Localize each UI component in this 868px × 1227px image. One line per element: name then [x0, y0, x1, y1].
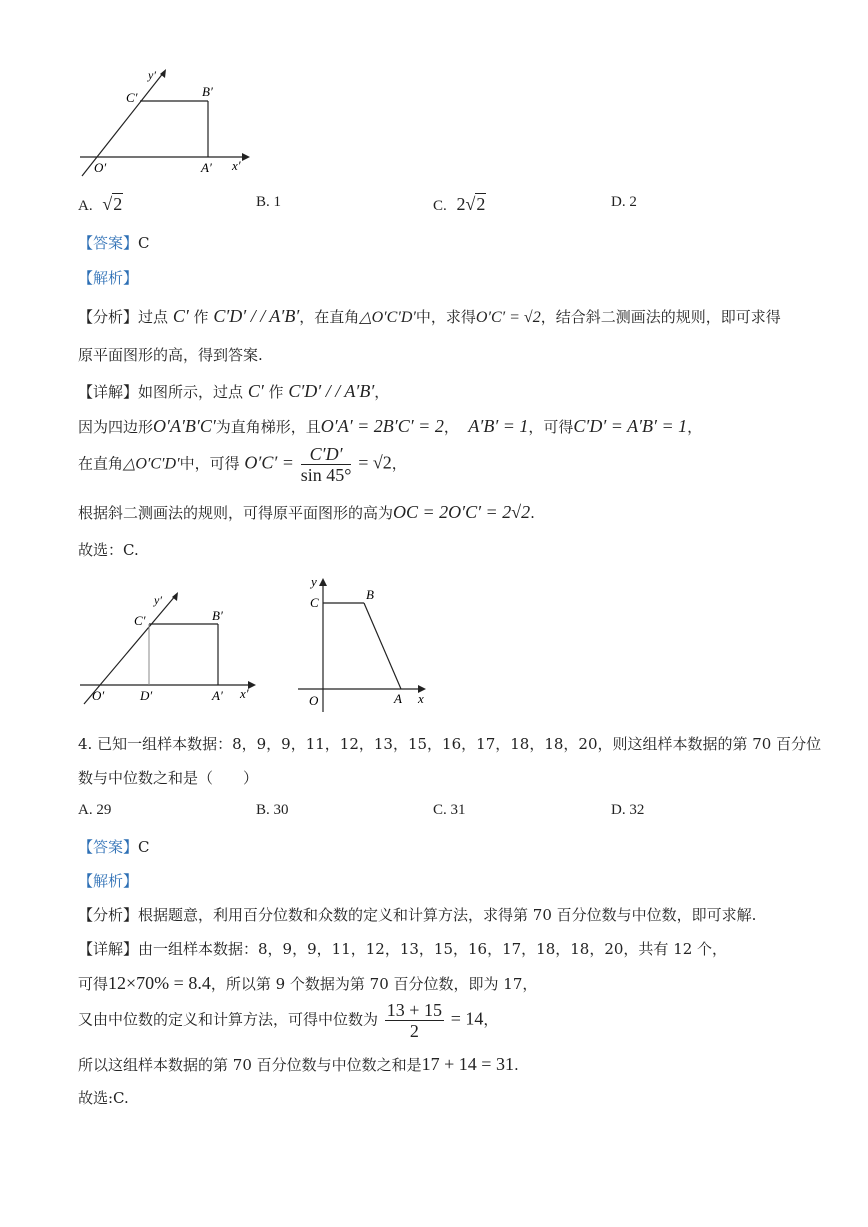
detail-tag: 【详解】	[78, 940, 139, 958]
text: 作	[268, 383, 284, 401]
math-quadrilateral: O′A′B′C′	[153, 416, 216, 436]
label-y-prime: y′	[154, 593, 162, 607]
text: 为直角梯形，且	[215, 418, 321, 436]
answer-value: C	[138, 234, 150, 252]
q3-analysis-tag	[78, 268, 138, 288]
text: .	[530, 504, 535, 522]
option-letter: A.	[78, 802, 93, 818]
math-c-prime: C′	[247, 381, 264, 401]
text: 所以这组样本数据的第 70 百分位数与中位数之和是	[78, 1056, 422, 1074]
math-ab-eq: A′B′ = 1	[468, 416, 529, 436]
q4-detail-line3	[78, 1000, 498, 1041]
label-o: O	[309, 693, 319, 708]
text: 中，可得	[179, 454, 240, 473]
label-x-prime: x′	[240, 686, 249, 701]
text: ，	[374, 383, 390, 401]
q4-stem-line2: 数与中位数之和是（ ）	[78, 769, 259, 787]
q3-fenxi-line1	[78, 306, 781, 328]
label-d-prime: D′	[140, 688, 153, 703]
q3-detail-line4	[78, 502, 535, 523]
label-o-prime: O′	[92, 688, 105, 703]
text: .	[513, 1056, 519, 1074]
analysis-tag: 【解析】	[78, 872, 139, 890]
label-a-prime: A′	[201, 160, 212, 175]
text: 可得	[78, 975, 109, 993]
option-d	[611, 194, 637, 211]
text: ，	[483, 1010, 499, 1029]
label-b-prime: B′	[202, 84, 213, 99]
label-a-prime: A′	[212, 688, 223, 703]
math-oc-lhs: O′C′ =	[244, 452, 294, 473]
label-b-prime: B′	[212, 608, 223, 623]
option-c-letter: C.	[433, 198, 447, 214]
text: ，可得	[528, 418, 574, 436]
option-d-letter: D.	[611, 194, 626, 210]
fraction-median	[385, 1000, 444, 1041]
math-c-prime: C′	[172, 306, 189, 326]
q4-detail-line4	[78, 1054, 519, 1075]
text: 作	[193, 308, 209, 326]
option-letter: B.	[256, 802, 270, 818]
text: ，所以第 9 个数据为第 70 百分位数，即为 17，	[210, 975, 538, 993]
text: 中，求得	[415, 308, 476, 326]
math-cd-parallel-ab: C′D′ / / A′B′	[213, 306, 300, 326]
q4-detail-line2	[78, 973, 537, 994]
option-b	[256, 194, 281, 211]
option-value: 32	[629, 802, 645, 818]
label-b: B	[366, 587, 374, 602]
option-c: C. 2√2	[433, 194, 486, 214]
q4-detail-line1	[78, 939, 727, 959]
math-final: OC = 2O′C′ = 2√2	[393, 502, 531, 522]
fenxi-tag: 【分析】	[78, 308, 139, 326]
label-c-prime: C′	[126, 90, 138, 105]
figure-oblique-with-d	[76, 590, 262, 710]
option-a-letter: A.	[78, 198, 93, 214]
q4-stem-line1: 4. 已知一组样本数据：8，9，9，11，12，13，15，16，17，18，18，20，则这组样本数据的第 70 百分位	[78, 735, 822, 753]
label-a: A	[394, 691, 402, 706]
q4-option-a	[78, 802, 111, 819]
q4-option-b	[256, 802, 289, 819]
text: 如图所示，过点	[138, 383, 244, 401]
option-b-letter: B.	[256, 194, 270, 210]
q3-answer-line	[78, 233, 150, 253]
fraction-cd-over-sin45	[301, 444, 352, 485]
answer-tag: 【答案】	[78, 234, 139, 252]
q4-answer-line	[78, 837, 150, 857]
text: ，结合斜二测画法的规则，即可求得	[540, 308, 781, 326]
option-value: 30	[273, 802, 289, 818]
text: 过点	[138, 308, 169, 326]
fraction-numerator: 13 + 15	[386, 1000, 442, 1020]
text: ，	[391, 454, 407, 473]
option-a: A. √2	[78, 194, 123, 214]
math-sum: 17 + 14 = 31	[421, 1054, 514, 1074]
q3-choose: 故选：C.	[78, 541, 139, 559]
figure-original-shape	[294, 574, 434, 714]
label-c: C	[310, 595, 319, 610]
label-o-prime: O′	[94, 160, 107, 175]
option-b-value: 1	[273, 194, 282, 210]
math-cd-eq: C′D′ = A′B′ = 1	[573, 416, 688, 436]
math-oa-eq: O′A′ = 2B′C′ = 2	[320, 416, 444, 436]
answer-value: C	[138, 838, 150, 856]
option-d-value: 2	[629, 194, 637, 210]
analysis-tag: 【解析】	[78, 269, 139, 287]
q3-detail-line1	[78, 381, 389, 402]
math-triangle: △O′C′D′	[359, 309, 416, 326]
q4-analysis-tag	[78, 871, 138, 891]
text: ，	[687, 418, 703, 436]
detail-tag: 【详解】	[78, 383, 139, 401]
fenxi-tag: 【分析】	[78, 906, 139, 924]
q3-detail-line2	[78, 416, 702, 437]
math-cd-parallel-ab: C′D′ / / A′B′	[288, 381, 375, 401]
text: 又由中位数的定义和计算方法，可得中位数为	[78, 1010, 379, 1029]
text: ，	[443, 418, 459, 436]
fraction-numerator: C′D′	[301, 444, 352, 465]
text: 由一组样本数据：8，9，9，11，12，13，15，16，17，18，18，20，共有 12 个，	[138, 940, 728, 958]
fraction-denominator: 2	[409, 1021, 419, 1041]
option-letter: C.	[433, 802, 447, 818]
math-triangle: △O′C′D′	[123, 455, 180, 473]
label-c-prime: C′	[134, 613, 146, 628]
math-percentile: 12×70% = 8.4	[108, 973, 211, 993]
option-value: 31	[450, 802, 466, 818]
q3-detail-line3	[78, 444, 407, 485]
text: 在直角	[78, 454, 124, 473]
figure-oblique-trapezoid	[76, 66, 256, 181]
text: 因为四边形	[78, 418, 154, 436]
text: ，在直角	[299, 308, 360, 326]
math-oc-eq: O′C′ = √2	[475, 309, 541, 326]
q4-option-d	[611, 802, 644, 819]
label-y: y	[311, 574, 317, 589]
math-frac-rhs: = √2	[358, 452, 392, 473]
label-y-prime: y′	[148, 68, 156, 82]
option-letter: D.	[611, 802, 626, 818]
fraction-denominator: sin 45°	[300, 465, 352, 485]
answer-tag: 【答案】	[78, 838, 139, 856]
text: 根据斜二测画法的规则，可得原平面图形的高为	[78, 504, 394, 522]
text: 根据题意，利用百分位数和众数的定义和计算方法，求得第 70 百分位数与中位数，即可求解.	[138, 906, 757, 924]
option-value: 29	[96, 802, 112, 818]
q4-choose: 故选:C.	[78, 1089, 129, 1107]
label-x: x	[418, 691, 424, 706]
label-x-prime: x′	[232, 158, 241, 173]
q4-option-c	[433, 802, 466, 819]
q4-fenxi	[78, 905, 756, 925]
q3-fenxi-line2: 原平面图形的高，得到答案.	[78, 346, 263, 364]
math-median-rhs: = 14	[450, 1008, 484, 1029]
